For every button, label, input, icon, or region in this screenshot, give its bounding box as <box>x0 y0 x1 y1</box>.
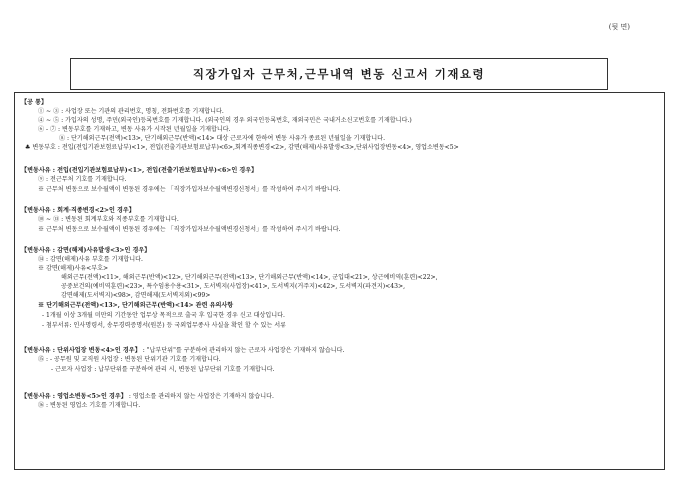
section-reduction-code-title: ※ 감면(해제)사유<부호> <box>38 265 109 272</box>
common-line-4: ⑧ : 단기해외근무(전액)<13>, 단기해외근무(반액)<14> 대상 근로자에 한하여 변동 사유가 종료된 년월일을 기재합니다. <box>59 135 386 142</box>
section-unit-line-2: - 근로자 사업장 : 납부단위를 구분하여 관리 시, 변동된 납부단위 기호를 기재합니다. <box>51 366 275 373</box>
section-office-header-title: 【변동사유 : 영업소변동<5>인 경우】 <box>21 393 127 400</box>
page-side-mark: (뒷 면) <box>608 23 630 31</box>
section-transfer-header: 【변동사유 : 전입(전입기관보험료납부)<1>, 전입(전출기관보험료납부)<6>인 경우】 <box>21 167 258 174</box>
section-reduction-codes-1: 해외근무(전액)<11>, 해외근무(반액)<12>, 단기해외근무(전액)<13>, 단기해외근무(반액)<14>, 군입대<21>, 상근예비역(훈련)<22>, <box>61 274 438 281</box>
section-office-header-note: : 영업소를 관리하지 않는 사업장은 기재하지 않습니다. <box>128 393 274 400</box>
section-accounting-header: 【변동사유 : 회계·직종변경<2>인 경우】 <box>21 207 135 214</box>
section-transfer-note: ※ 근무처 변동으로 보수월액이 변동된 경우에는 「직장가입자보수월액변경신청서」를 작성하여 주시기 바랍니다. <box>38 186 341 193</box>
section-transfer-line-1: ⑨ : 전근무처 기호를 기재합니다. <box>38 176 127 183</box>
common-line-2: ④ ~ ⑤ : 가입자의 성명, 주민(외국인)등록번호를 기재합니다. (외국인의 경우 외국인등록번호, 재외국민은 국내거소신고번호를 기재합니다.) <box>38 117 412 124</box>
section-accounting-note: ※ 근무처 변동으로 보수월액이 변동된 경우에는 「직장가입자보수월액변경신청서」를 작성하여 주시기 바랍니다. <box>38 226 341 233</box>
document-title: 직장가입자 근무처,근무내역 변동 신고서 기재요령 <box>192 67 486 81</box>
section-unit-header-note: : "납부단위"를 구분하여 관리하지 않는 근로자 사업장은 기재하지 않습니다. <box>142 347 345 354</box>
section-reduction-caution-1: - 1개월 이상 3개월 미만의 기간동안 업무상 목적으로 출국 후 입국한 경우 신고 대상입니다. <box>42 312 285 319</box>
section-office-header <box>21 393 274 401</box>
common-header: 【공 통】 <box>21 99 48 106</box>
section-unit-header <box>21 347 344 355</box>
section-reduction-codes-2: 공중보건의(예비역훈련)<23>, 특수임용수용<31>, 도서벽지(사업장)<41>, 도서벽지(거주지)<42>, 도서벽지(파견지)<43>, <box>61 283 406 290</box>
section-accounting-line-1: ⑩ ~ ⑬ : 변동된 회계부호와 직종부호를 기재합니다. <box>38 216 179 223</box>
common-line-3: ⑥ - ⑦ : 변동부호를 기재하고, 변동 사유가 시작된 년월일을 기재합니다. <box>38 126 231 133</box>
section-unit-line-1: ⑮ : - 공무원 및 교직원 사업장 : 변동된 단위기관 기호를 기재합니다. <box>38 356 221 363</box>
title-box <box>70 58 608 90</box>
section-office-line-1: ⑯ : 변동된 영업소 기호를 기재합니다. <box>38 402 141 409</box>
common-line-1: ① ~ ③ : 사업장 또는 기관의 관리번호, 명칭, 전화번호를 기재합니다. <box>38 108 224 115</box>
section-reduction-header: 【변동사유 : 감면(해제)사유발생<3>인 경우】 <box>21 247 151 254</box>
section-reduction-caution-title: ※ 단기해외근무(전액)<13>, 단기해외근무(반액)<14> 관련 유의사항 <box>38 302 234 309</box>
section-unit-header-title: 【변동사유 : 단위사업장 변동<4>인 경우】 <box>21 347 141 354</box>
section-reduction-line-1: ⑭ : 감면(해제)사유 부호를 기재합니다. <box>38 256 143 263</box>
change-code-list: ♣ 변동부호 : 전입(전입기관보험료납부)<1>, 전입(전출기관보험료납부)<6>,회계직종변경<2>, 감면(해제)사유발생<3>,단위사업장변동<4>, 영업소변동<5> <box>25 144 459 151</box>
content-box <box>14 92 665 470</box>
section-reduction-caution-2: - 첨부서류: 인사명령서, 송무경력증명서(원본) 등 국외업무종사 사실을 확인 할 수 있는 서류 <box>42 322 287 329</box>
section-reduction-codes-3: 감면해제(도서벽지)<98>, 감면해제(도서벽지외)<99> <box>61 292 211 299</box>
